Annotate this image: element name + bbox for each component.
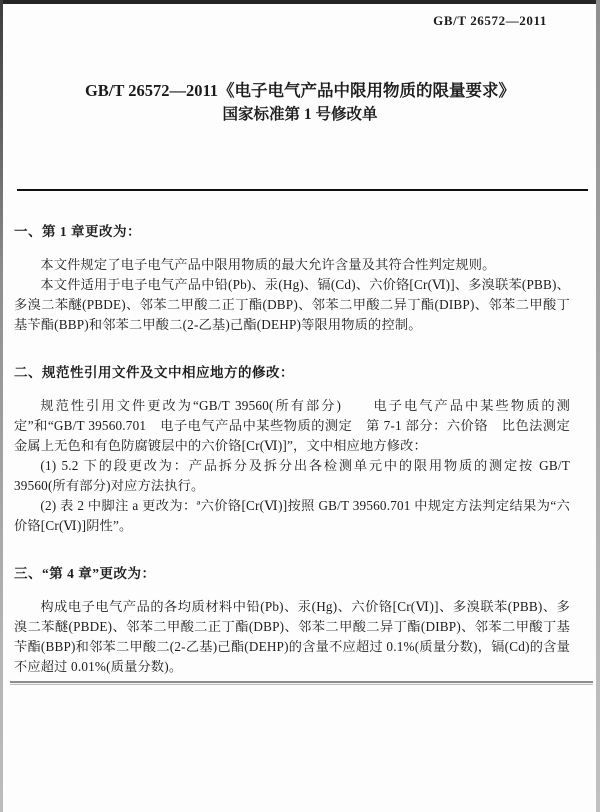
section-2 xyxy=(14,363,570,536)
scan-edge-top xyxy=(0,0,600,4)
document-body xyxy=(0,222,600,677)
scan-edge-right xyxy=(596,0,600,812)
section-2-paragraph-3: (2) 表 2 中脚注 a 更改为：ª六价铬[Cr(Ⅵ)]按照 GB/T 39560.701 中规定方法判定结果为“六价铬[Cr(Ⅵ)]阴性”。 xyxy=(14,498,570,533)
section-2-paragraph-1: 规范性引用文件更改为“GB/T 39560(所有部分) 电子电气产品中某些物质的测定”和“GB/T 39560.701 电子电气产品中某些物质的测定 第 7-1 部分：六价铬 比色法测定金属上无色和有色防腐镀层中的六价铬[Cr(Ⅵ)]”，文中相应地方修改： xyxy=(14,398,570,453)
bottom-scan-line xyxy=(10,681,593,685)
section-1-paragraph-2: 本文件适用于电子电气产品中铅(Pb)、汞(Hg)、镉(Cd)、六价铬[Cr(Ⅵ)]、多溴联苯(PBB)、多溴二苯醚(PBDE)、邻苯二甲酸二正丁酯(DBP)、邻苯二甲酸二异丁酯(DIBP)、邻苯二甲酸丁基苄酯(BBP)和邻苯二甲酸二(2-乙基)己酯(DEHP)等限用物质的控制。 xyxy=(14,277,570,332)
section-1 xyxy=(14,222,570,335)
title-divider-rule xyxy=(17,189,588,191)
scan-edge-left xyxy=(0,0,3,812)
section-2-paragraph-2: (1) 5.2 下的段更改为：产品拆分及拆分出各检测单元中的限用物质的测定按 GB/T 39560(所有部分)对应方法执行。 xyxy=(14,458,570,493)
section-2-heading: 二、规范性引用文件及文中相应地方的修改： xyxy=(14,365,294,380)
section-1-heading: 一、第 1 章更改为： xyxy=(14,224,141,239)
doc-title-line2: 国家标准第 1 号修改单 xyxy=(222,106,378,123)
header-doc-number: GB/T 26572—2011 xyxy=(433,13,547,28)
section-3-heading: 三、“第 4 章”更改为： xyxy=(14,566,156,581)
doc-title-line1: GB/T 26572—2011《电子电气产品中限用物质的限量要求》 xyxy=(84,81,516,100)
section-3-paragraph-1: 构成电子电气产品的各均质材料中铅(Pb)、汞(Hg)、六价铬[Cr(Ⅵ)]、多溴联苯(PBB)、多溴二苯醚(PBDE)、邻苯二甲酸二正丁酯(DBP)、邻苯二甲酸二异丁酯(DIBP)、邻苯二甲酸丁基苄酯(BBP)和邻苯二甲酸二(2-乙基)己酯(DEHP)的含量不应超过 0.1%(质量分数)，镉(Cd)的含量不应超过 0.01%(质量分数)。 xyxy=(14,599,570,674)
section-3 xyxy=(14,564,570,677)
section-1-paragraph-1: 本文件规定了电子电气产品中限用物质的最大允许含量及其符合性判定规则。 xyxy=(40,257,496,272)
